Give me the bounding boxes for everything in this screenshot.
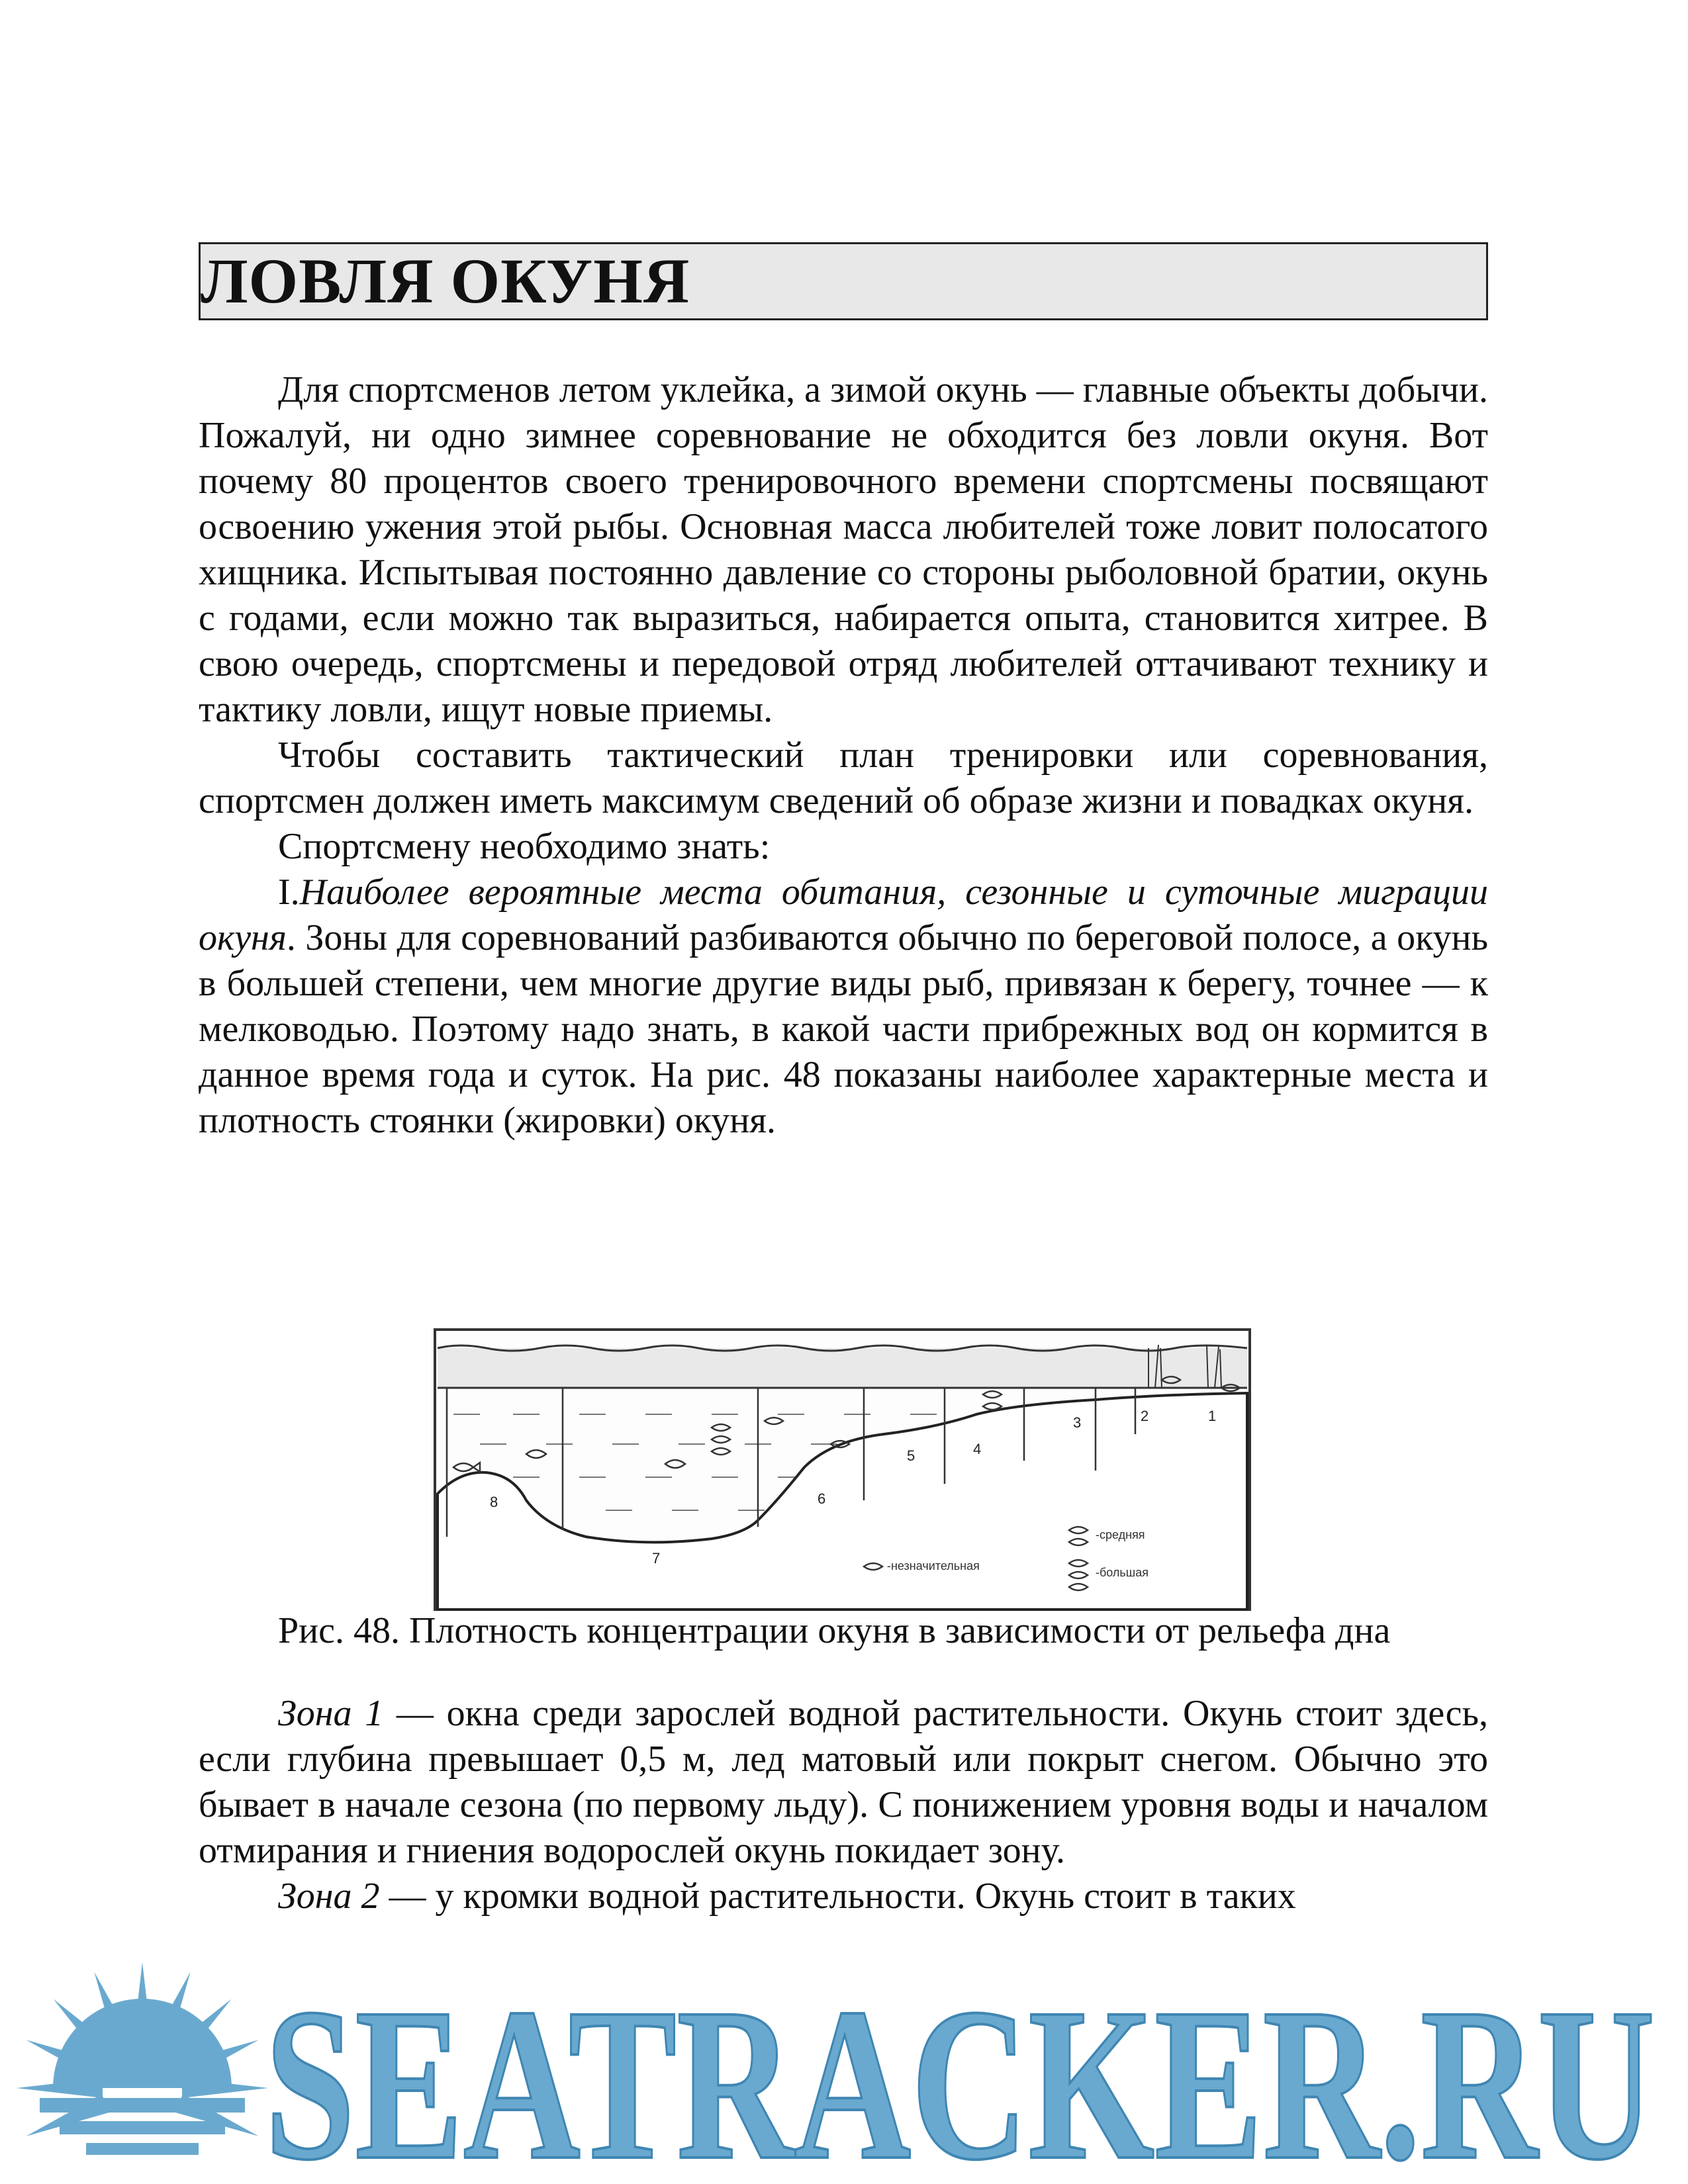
legend-large: -большая <box>1096 1566 1149 1579</box>
list-number: I. <box>278 872 300 913</box>
paragraph-3: Спортсмену необходимо знать: <box>278 826 771 867</box>
ice-layer <box>438 1348 1247 1388</box>
zones-text <box>199 1691 1488 1919</box>
chapter-title: ЛОВЛЯ ОКУНЯ <box>201 246 690 316</box>
sun-logo-icon <box>17 1962 268 2155</box>
figure-48-diagram <box>434 1328 1251 1611</box>
zone-2-text: — у кромки водной растительности. Окунь стоит в таких <box>379 1876 1296 1917</box>
zone-label-2: 2 <box>1141 1408 1149 1424</box>
zone-1-text: — окна среди зарослей водной растительности. Окунь стоит здесь, если глубина превышает 0,5 м, лед матовый или покрыт снегом. Обычно это бывает в начале сезона (по первому льду). С понижением уровня воды и началом отмирания и гниения водорослей окунь покидает зону. <box>199 1693 1488 1871</box>
zone-label-6: 6 <box>818 1490 826 1507</box>
zone-label-1: 1 <box>1208 1408 1217 1424</box>
zone-1-label: Зона 1 <box>278 1693 384 1734</box>
emphasis-text: Наиболее вероятные места обитания, сезонные и суточные миграции окуня <box>199 872 1488 958</box>
zone-1-paragraph <box>199 1691 1488 1874</box>
zone-label-8: 8 <box>490 1494 498 1510</box>
legend-small: -незначительная <box>887 1559 980 1572</box>
legend-medium: -средняя <box>1096 1528 1145 1541</box>
intro-text <box>199 367 1488 1144</box>
zone-label-3: 3 <box>1073 1414 1082 1431</box>
paragraph-4 <box>199 870 1488 1144</box>
lake-profile-svg <box>434 1328 1251 1611</box>
chapter-title-box <box>199 242 1488 320</box>
paragraph-2: Чтобы составить тактический план тренировки или соревнования, спортсмен должен иметь максимум сведений об образе жизни и повадках окуня. <box>199 735 1488 821</box>
watermark-svg <box>0 1923 1688 2184</box>
figure-caption: Рис. 48. Плотность концентрации окуня в зависимости от рельефа дна <box>278 1610 1391 1651</box>
zone-label-4: 4 <box>973 1441 982 1457</box>
paragraph-1: Для спортсменов летом уклейка, а зимой окунь — главные объекты добычи. Пожалуй, ни одно зимнее соревнование не обходится без ловли окуня. Вот почему 80 процентов своего тренировочного времени спортсмены посвящают освоению ужения этой рыбы. Основная масса любителей тоже ловит полосатого хищника. Испытывая постоянно давление со стороны рыболовной братии, окунь с годами, если можно так выразиться, набирается опыта, становится хитрее. В свою очередь, спортсмены и передовой отряд любителей оттачивают технику и тактику ловли, ищут новые приемы. <box>199 369 1488 730</box>
watermark <box>0 1923 1688 2184</box>
zone-2-label: Зона 2 <box>278 1876 380 1917</box>
zone-label-7: 7 <box>652 1550 661 1567</box>
zone-2-paragraph <box>199 1874 1488 1919</box>
paragraph-4-rest: . Зоны для соревнований разбиваются обычно по береговой полосе, а окунь в большей степени, чем многие другие виды рыб, привязан к берегу, точнее — к мелководью. Поэтому надо знать, в какой части прибрежных вод он кормится в данное время года и суток. На рис. 48 показаны наиболее характерные места и плотность стоянки (жировки) окуня. <box>199 917 1488 1141</box>
watermark-text: SEATRACKER.RU <box>265 1964 1655 2184</box>
zone-label-5: 5 <box>907 1447 915 1464</box>
